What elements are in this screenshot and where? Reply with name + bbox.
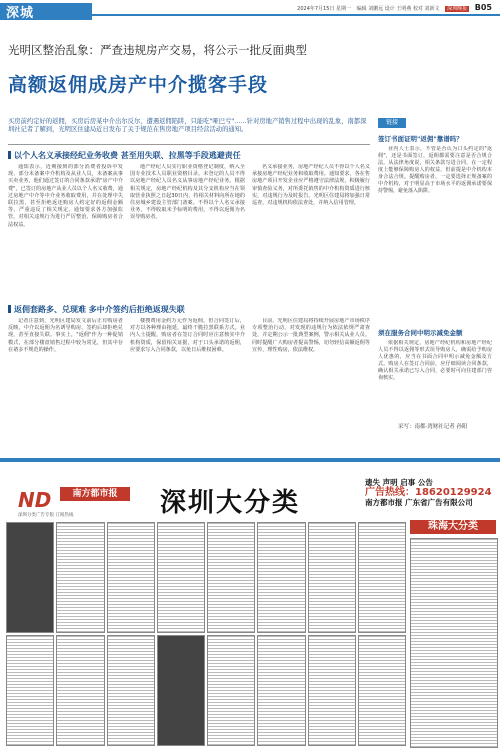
sidebar-heading-1: 签订书面证明"返佣"靠谱吗？ (378, 135, 463, 143)
classifieds-categories: 遗失 声明 启事 公告 (365, 478, 433, 487)
classifieds-logo-text: 南方都市报 (60, 487, 130, 501)
sidebar-box (378, 118, 492, 420)
article-subtitle: 光明区整治乱象：严查违规房产交易，将公示一批反面典型 (8, 43, 307, 57)
zhuhai-classifieds-banner: 珠海大分类 (410, 520, 496, 534)
classifieds-title: 深圳大分类 (160, 488, 301, 518)
ad-block (107, 635, 155, 746)
issue-date: 2024年7月15日 星期一 (297, 6, 352, 12)
article-column-3: 名义承接业务，房地产经纪人员不得以个人名义承接房地产经纪业务和收取费用。通知要求，各在售房地产项目开发企业应严格遵守法律法规，积极履行审慎查验义务，对所委托销售的中介机构资质进行核实，对违规行为及时报告。光明区住建局将加强日常巡查，对违规机构依法查处，并纳入信用管理。 (252, 164, 370, 207)
ad-block (207, 522, 255, 633)
classifieds-tagline: 深圳分类广告专版 订阅热线 (18, 513, 74, 518)
header-rule (92, 14, 500, 16)
edition-badge: 深圳晚报 (447, 6, 468, 12)
editor-credits: 编辑 刘鹏远 设计 王明燕 校对 刘新文 (356, 6, 440, 12)
ad-block (6, 635, 54, 746)
sidebar-heading-2: 须在服务合同中明示减免金额 (378, 329, 463, 337)
ad-block (358, 635, 406, 746)
page-divider (0, 458, 500, 462)
classifieds-logo: ND (18, 488, 52, 512)
ad-block (107, 522, 155, 633)
article-title: 高额返佣成房产中介揽客手段 (8, 74, 269, 96)
section-title: 深城 (6, 6, 35, 21)
ad-block (358, 522, 406, 633)
ad-block (56, 635, 104, 746)
ad-block (308, 635, 356, 746)
article-column-2: 地产经纪人员实行职业资格登记制度，纳入全国专业技术人员职业资格目录。未登记的人员不得以房地产经纪人员名义从事房地产经纪业务。根据相关规定，房地产经纪机构及其分支机构应当在领取营业执照之日起30日内，持相关材料向所在地的住房城乡建设主管部门备案。不得以个人名义承接业务，不得收取未予标明的费用，不得以返佣为名误导购房者。 (130, 164, 245, 221)
ad-block (257, 635, 305, 746)
classifieds-contact (365, 478, 495, 508)
ad-block (157, 522, 205, 633)
article-column-4: 记者注意到，光明区建局发文前后正有购房者反映，中介以返佣为名诱导购房，签约后却拒绝兑现，甚至直接失联。事实上，"返佣"作为一种促销模式，在部分楼盘销售过程中较为常见，但其中存在诸多不规范的操作。 (8, 318, 123, 353)
section-heading-1: 以个人名义承接经纪业务收费 甚至用失联、拉黑等手段逃避责任 (8, 150, 241, 161)
ad-block (207, 635, 255, 746)
classified-ads-grid (6, 522, 406, 746)
page-number: B05 (474, 3, 492, 12)
sidebar-text-1: 业内人士表示，不管是否认为口头约定的"返佣"，还是书面签订，返佣都需要注意是否合规合法。从法律角度说，相关条款写进合同，在一定程度上能够保障购房人的权益，但前提是中介机构本身合法合规。提醒购房者，一定要选择正规备案的中介机构，对于明显高于市场水平的返佣承诺要保持警惕，避免落入陷阱。 (378, 146, 492, 194)
ad-block (257, 522, 305, 633)
sidebar-text-2: 依据相关规定，房地产经纪机构和房地产经纪人员不得以返佣等形式误导购房人，确需给予购房人优惠的，应当在书面合同中明示减免金额及方式。购房人在签订合同前，应仔细阅读合同条款，确认相关承诺已写入合同，必要时可向住建部门咨询核实。 (378, 340, 492, 381)
article-column-6: 目前，光明区住建局将持续开展房地产市场秩序专项整治行动，对发现的违规行为依法依规严肃查处，并定期公示一批典型案例，警示相关从业人员。同时提醒广大购房者提高警惕，切勿轻信高额返佣等宣传，理性购房，依法维权。 (252, 318, 370, 353)
header-meta (293, 3, 492, 12)
section-divider (8, 144, 370, 145)
ad-block (308, 522, 356, 633)
ad-block (56, 522, 104, 633)
zhuhai-ads-column (410, 538, 498, 748)
article-column-1: 通知表示，近期接到的部分消费者投诉中发现，部分未备案中介机构及从业人员，未备案从事买卖业务，他们通过签订的合同条款承诺"房产中介费"，已签订的房地产从业人员以个人名义收费，通过房地产中介等中介业务收取费用，并在处理中失联拉黑，甚至拒绝返还购房人约定好的返佣金额等，严重违反了相关规定。通知要求各方加强监管，对相关违规行为进行严厉整治，保障购房者合法权益。 (8, 164, 123, 228)
ad-block (157, 635, 205, 746)
article-column-5: 楼搜费用金约万元作为返佣，但合同签订后，对方以各种理由拖延，最终干脆拉黑联系方式。业内人士提醒，购房者在签订合同时应注意核实中介机构资质，保留相关证据，对于口头承诺的返佣，应要求写入合同条款，以免日后维权困难。 (130, 318, 245, 353)
page-header (0, 0, 500, 22)
section-heading-2: 返佣套路多、兑现难 多中介签约后拒绝返现失联 (8, 304, 185, 315)
classifieds-hotline: 广告热线：18620129924 (365, 487, 492, 498)
sidebar-credit: 采写：南都·湾财社记者 孙阳 (398, 424, 468, 430)
classifieds-agency: 南方都市报 广东省广告有限公司 (365, 498, 473, 507)
ad-block (6, 522, 54, 633)
sidebar-link-tag: 链接 (378, 118, 406, 128)
article-lead: 买房前约定好的返佣，买房后房某中介出尔反尔，遭遇返佣陷阱，只能吃"哑巴亏"……针对房地产销售过程中出现的乱象，南都深圳社记者了解到，光明区住建局近日发布了关于规范在售房地产项目经营活动的通知。 (8, 118, 367, 133)
